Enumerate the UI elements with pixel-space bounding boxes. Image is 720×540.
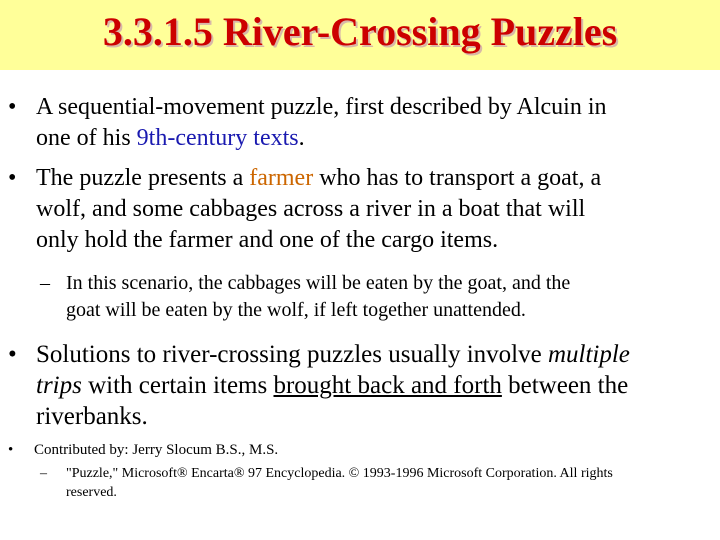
underlined-text: brought back and forth (273, 372, 502, 399)
bullet-text: Contributed by: Jerry Slocum B.S., M.S. (34, 442, 279, 458)
bullet-line (36, 163, 601, 194)
text-run: Solutions to river-crossing puzzles usually involve (36, 341, 548, 368)
title-bar (0, 0, 720, 70)
sub-bullet-text (66, 464, 613, 502)
dash-marker: – (40, 272, 50, 294)
bullet-text (36, 163, 601, 256)
bullet-line (36, 370, 630, 401)
emphasis-text: trips (36, 372, 82, 399)
bullet-marker: • (8, 341, 17, 368)
bullet-line: In this scenario, the cabbages will be eaten by the goat, and the (66, 272, 571, 294)
bullet-line: riverbanks. (36, 403, 148, 430)
text-run: between the (501, 372, 629, 399)
bullet-line: only hold the farmer and one of the cargo items. (36, 227, 499, 253)
bullet-line: wolf, and some cabbages across a river in a boat that will (36, 196, 586, 222)
bullet-marker: • (8, 94, 17, 120)
bullet-line (36, 123, 607, 154)
bullet-marker: • (8, 165, 17, 191)
text-run: with certain items (81, 372, 274, 399)
bullet-text (36, 339, 630, 432)
bullet-line: goat will be eaten by the wolf, if left together unattended. (66, 299, 526, 321)
bullet-marker: • (8, 442, 14, 458)
farmer-link[interactable]: farmer (249, 165, 314, 191)
text-run: . (298, 125, 305, 151)
slide-title: 3.3.1.5 River-Crossing Puzzles (102, 9, 618, 54)
dash-marker: – (40, 466, 47, 481)
sub-bullet-text (66, 270, 570, 324)
bullet-line: A sequential-movement puzzle, first described by Alcuin in (36, 94, 607, 120)
bullet-line: "Puzzle," Microsoft® Encarta® 97 Encyclopedia. © 1993-1996 Microsoft Corporation. All rights (66, 466, 613, 481)
text-run: who has to transport a goat, a (313, 165, 602, 191)
text-run: The puzzle presents a (36, 165, 250, 191)
bullet-text (36, 92, 607, 154)
bullet-line: reserved. (66, 485, 117, 500)
emphasis-text: multiple (547, 341, 630, 368)
ninth-century-texts-link[interactable]: 9th-century texts (136, 125, 299, 151)
text-run: one of his (36, 125, 137, 151)
bullet-line (36, 339, 630, 370)
